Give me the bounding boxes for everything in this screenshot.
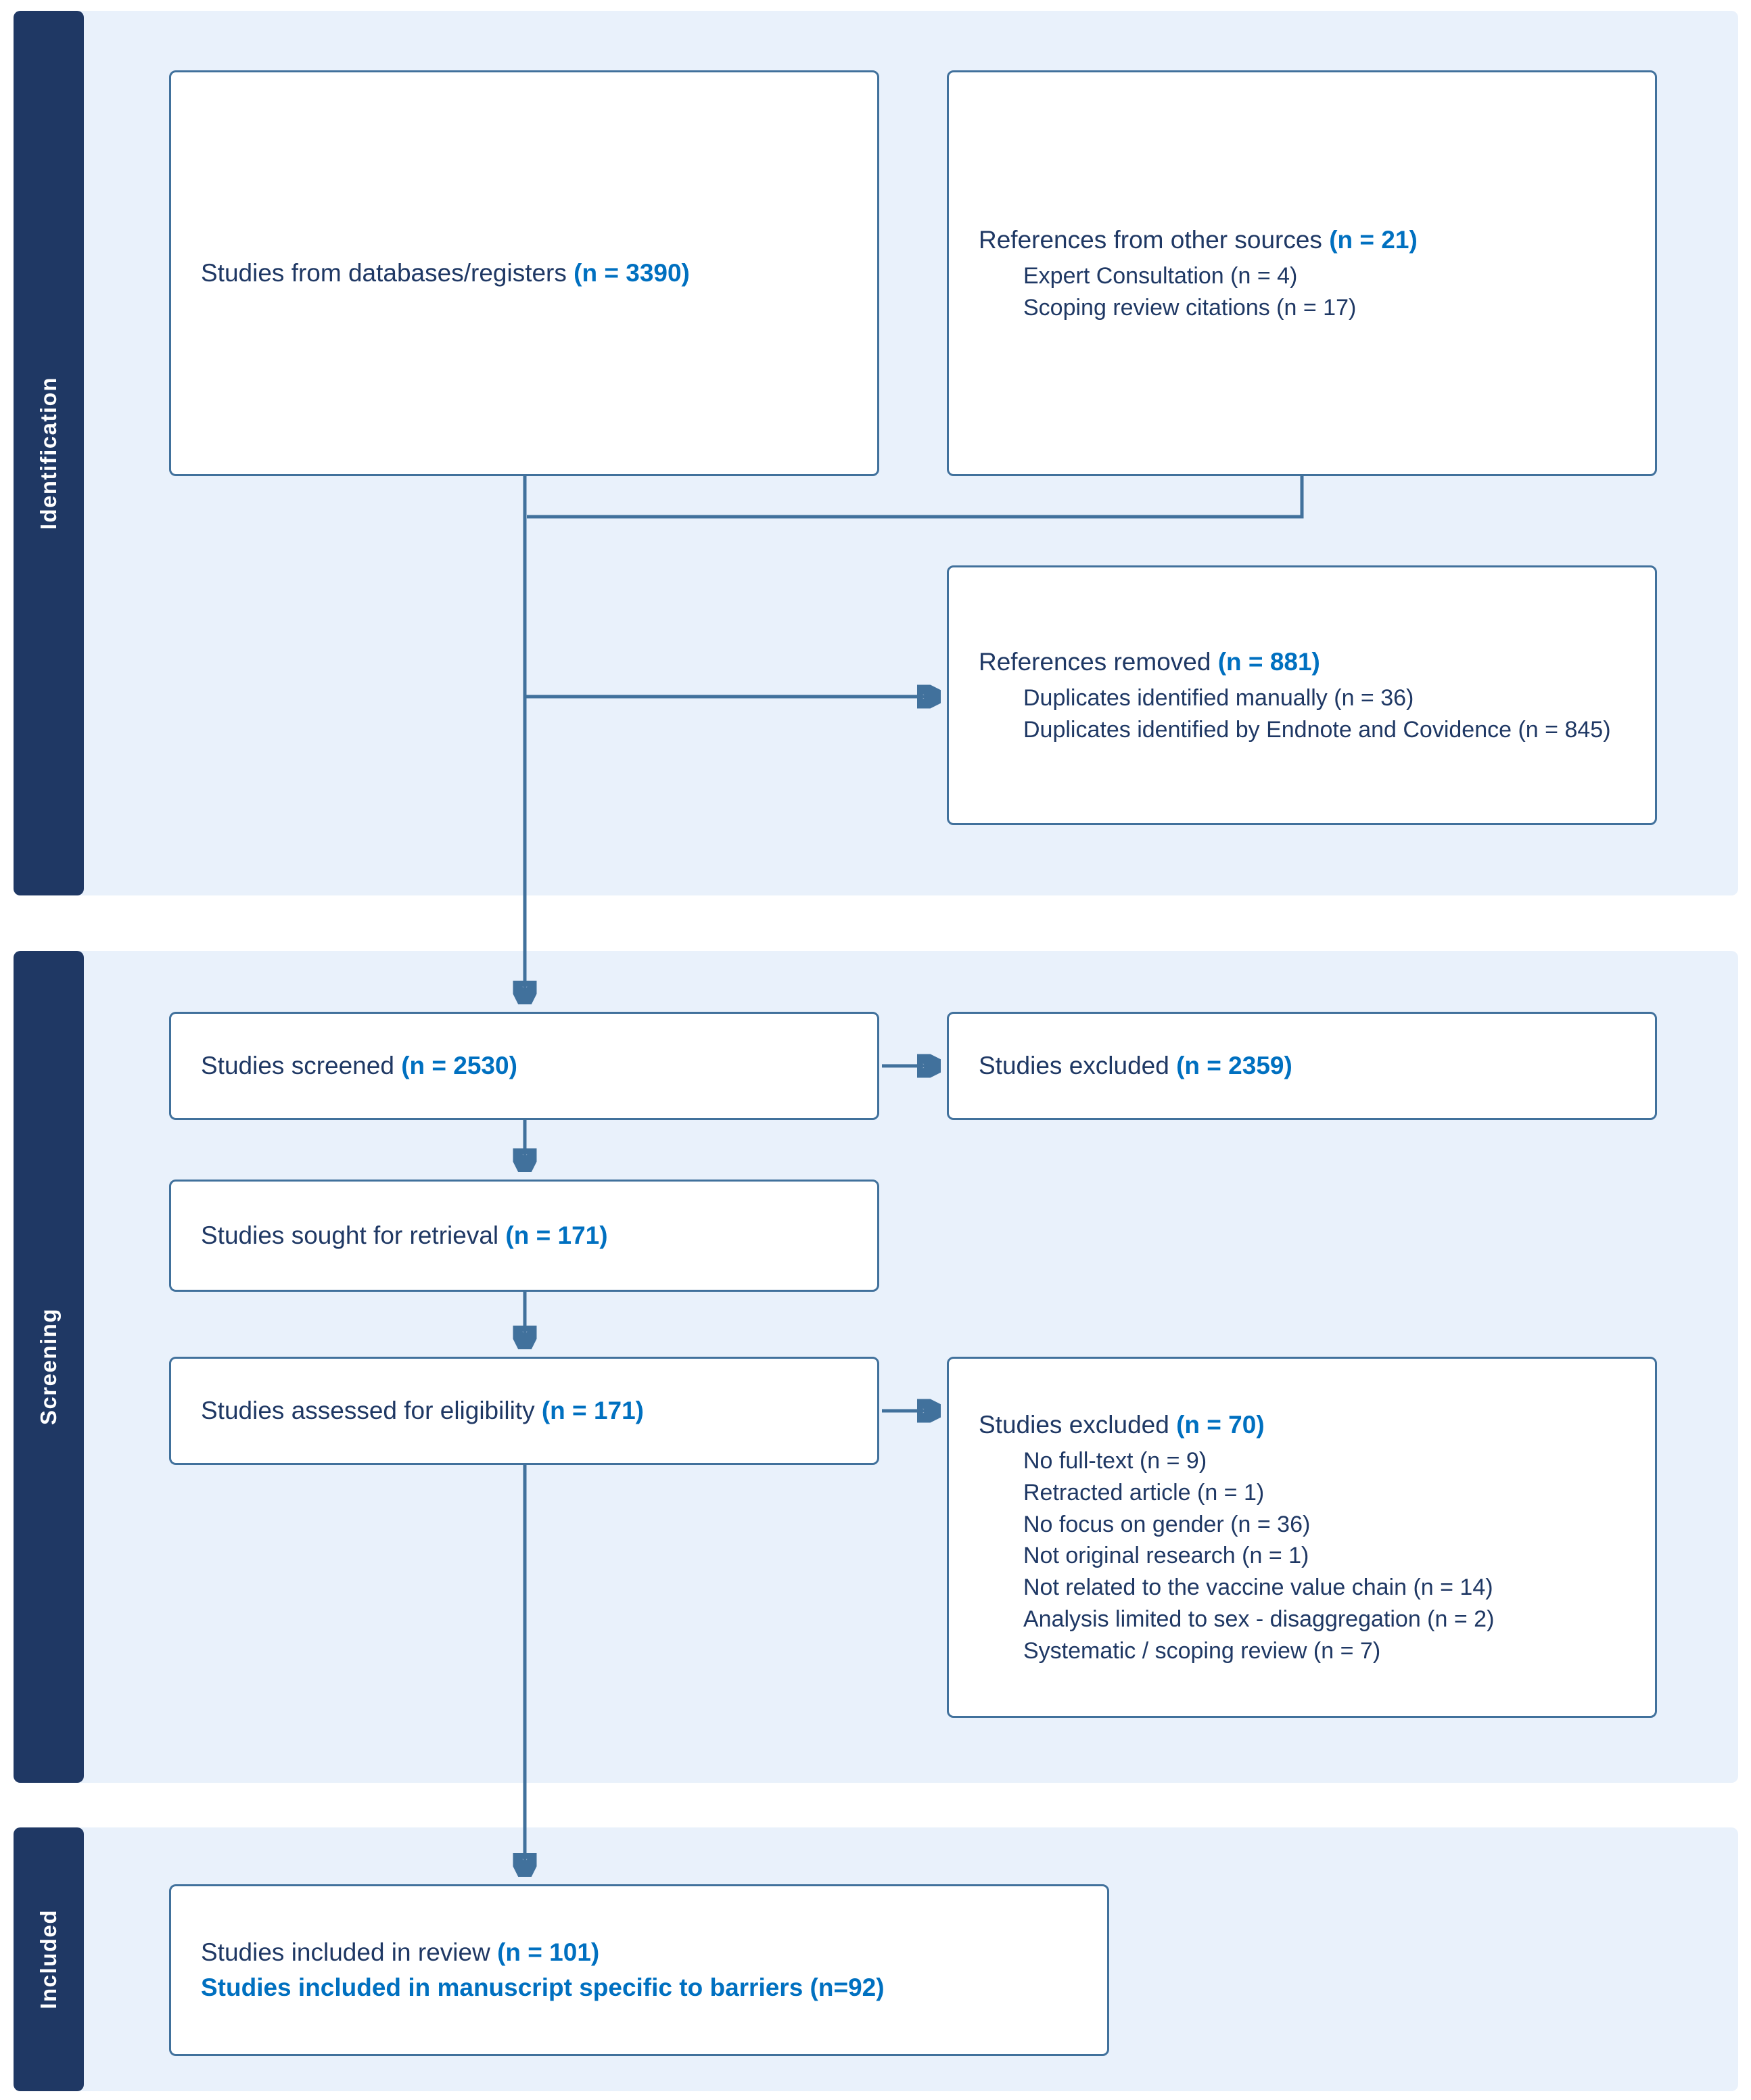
box-studies-from-databases bbox=[169, 70, 879, 476]
exclusion-reason: Systematic / scoping review (n = 7) bbox=[1023, 1638, 1381, 1664]
box-count: (n = 3390) bbox=[574, 259, 690, 287]
box-label: Studies sought for retrieval bbox=[201, 1221, 499, 1250]
box-count: (n = 70) bbox=[1176, 1410, 1265, 1439]
sidebar-screening bbox=[14, 951, 84, 1783]
sidebar-label-screening: Screening bbox=[36, 1308, 61, 1426]
exclusion-reason: Analysis limited to sex - disaggregation (n = 2) bbox=[1023, 1606, 1495, 1633]
box-count: (n = 171) bbox=[505, 1221, 608, 1250]
sub-item: Duplicates identified by Endnote and Covidence (n = 845) bbox=[1023, 716, 1611, 743]
box-count: (n = 171) bbox=[541, 1397, 645, 1425]
box-sub-items bbox=[979, 260, 1636, 324]
box-label: References removed bbox=[979, 648, 1211, 676]
box-studies-excluded-eligibility bbox=[947, 1357, 1657, 1718]
box-label: Studies excluded bbox=[979, 1052, 1169, 1080]
sub-item: Scoping review citations (n = 17) bbox=[1023, 294, 1357, 321]
sidebar-label-included: Included bbox=[36, 1909, 61, 2009]
box-label: Studies from databases/registers bbox=[201, 259, 567, 287]
box-studies-sought-retrieval bbox=[169, 1180, 879, 1292]
sub-item: Expert Consultation (n = 4) bbox=[1023, 262, 1298, 289]
box-subtitle: Studies included in manuscript specific to barriers (n=92) bbox=[201, 1974, 885, 2001]
sidebar-included bbox=[14, 1827, 84, 2091]
box-sub-items bbox=[979, 682, 1636, 746]
exclusion-reasons bbox=[979, 1445, 1636, 1667]
box-count: (n = 2359) bbox=[1176, 1052, 1292, 1080]
box-studies-assessed-eligibility bbox=[169, 1357, 879, 1465]
sub-item: Duplicates identified manually (n = 36) bbox=[1023, 684, 1414, 711]
box-references-removed bbox=[947, 565, 1657, 825]
box-label: Studies screened bbox=[201, 1052, 394, 1080]
exclusion-reason: No focus on gender (n = 36) bbox=[1023, 1511, 1311, 1537]
box-studies-excluded-screening bbox=[947, 1012, 1657, 1120]
exclusion-reason: Not original research (n = 1) bbox=[1023, 1543, 1309, 1569]
box-count: (n = 2530) bbox=[401, 1052, 517, 1080]
box-label: References from other sources bbox=[979, 226, 1322, 254]
box-label: Studies excluded bbox=[979, 1410, 1169, 1439]
exclusion-reason: No full-text (n = 9) bbox=[1023, 1447, 1207, 1474]
exclusion-reason: Retracted article (n = 1) bbox=[1023, 1479, 1265, 1506]
box-label: Studies included in review bbox=[201, 1938, 490, 1967]
exclusion-reason: Not related to the vaccine value chain (n = 14) bbox=[1023, 1574, 1493, 1601]
sidebar-identification bbox=[14, 11, 84, 895]
box-label: Studies assessed for eligibility bbox=[201, 1397, 535, 1425]
sidebar-label-identification: Identification bbox=[36, 376, 61, 530]
box-count: (n = 101) bbox=[497, 1938, 600, 1967]
box-count: (n = 881) bbox=[1217, 648, 1320, 676]
box-studies-included bbox=[169, 1884, 1109, 2056]
box-count: (n = 21) bbox=[1329, 226, 1418, 254]
box-references-other-sources bbox=[947, 70, 1657, 476]
box-studies-screened bbox=[169, 1012, 879, 1120]
